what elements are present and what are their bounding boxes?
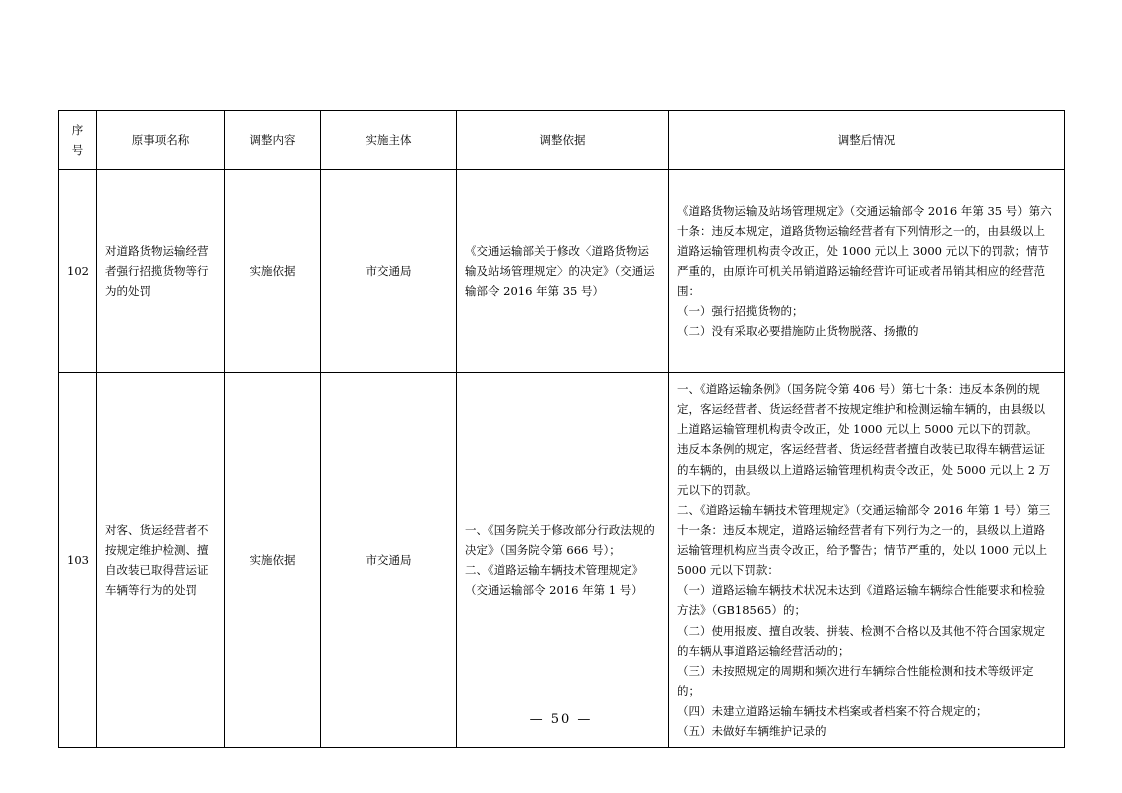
paragraph: （二）使用报废、擅自改装、拼装、检测不合格以及其他不符合国家规定的车辆从事道路运输经营活动的；	[677, 623, 1045, 658]
table-row	[59, 373, 1065, 748]
column-header-implementing-subject: 实施主体	[321, 111, 457, 170]
paragraph: 一、《道路运输条例》（国务院令第 406 号）第七十条：违反本条例的规定，客运经营者、货运经营者不按规定维护和检测运输车辆的，由县级以上道路运输管理机构责令改正，处 1000 元以上 5000 元以下的罚款。	[677, 382, 1045, 437]
paragraph: 违反本条例的规定，客运经营者、货运经营者擅自改装已取得车辆营运证的车辆的，由县级以上道路运输管理机构责令改正，处 5000 元以上 2 万元以下的罚款。	[677, 442, 1051, 497]
after-adjustment-paragraphs	[677, 201, 1056, 342]
column-header-seq: 序号	[59, 111, 97, 170]
cell-seq: 102	[59, 170, 97, 373]
cell-seq: 103	[59, 373, 97, 748]
paragraph: （一）道路运输车辆技术状况未达到《道路运输车辆综合性能要求和检验方法》（GB18565）的；	[677, 583, 1045, 618]
table-row	[59, 170, 1065, 373]
cell-adjust-basis: 《交通运输部关于修改〈道路货物运输及站场管理规定〉的决定》（交通运输部令 2016 年第 35 号）	[457, 170, 669, 373]
cell-after-adjustment	[669, 373, 1065, 748]
column-header-adjust-content: 调整内容	[225, 111, 321, 170]
cell-adjust-content: 实施依据	[225, 170, 321, 373]
adjustment-items-table	[58, 110, 1065, 748]
paragraph: （五）未做好车辆维护记录的	[677, 724, 827, 739]
table-header	[59, 111, 1065, 170]
page-number: — 50 —	[529, 712, 593, 727]
table-header-row	[59, 111, 1065, 170]
cell-item-name: 对道路货物运输经营者强行招揽货物等行为的处罚	[97, 170, 225, 373]
cell-item-name: 对客、货运经营者不按规定维护检测、擅自改装已取得营运证车辆等行为的处罚	[97, 373, 225, 748]
paragraph: 二、《道路运输车辆技术管理规定》（交通运输部令 2016 年第 1 号）	[465, 563, 644, 598]
paragraph: 二、《道路运输车辆技术管理规定》（交通运输部令 2016 年第 1 号）第三十一条：违反本规定，道路运输经营者有下列行为之一的，县级以上道路运输管理机构应当责令改正，给予警告；情节严重的，处以 1000 元以上 5000 元以下罚款：	[677, 502, 1051, 578]
column-header-item-name: 原事项名称	[97, 111, 225, 170]
paragraph: （二）没有采取必要措施防止货物脱落、扬撒的	[677, 324, 919, 339]
cell-implementing-subject: 市交通局	[321, 373, 457, 748]
cell-after-adjustment	[669, 170, 1065, 373]
paragraph: （一）强行招揽货物的；	[677, 304, 804, 319]
cell-adjust-content: 实施依据	[225, 373, 321, 748]
paragraph: 一、《国务院关于修改部分行政法规的决定》（国务院令第 666 号）；	[465, 522, 655, 557]
paragraph: 《道路货物运输及站场管理规定》（交通运输部令 2016 年第 35 号）第六十条：违反本规定，道路货物运输经营者有下列情形之一的，由县级以上道路运输管理机构责令改正，处 1000 元以上 3000 元以下的罚款；情节严重的，由原许可机关吊销道路运输经营许可证或者吊销其相应的经营范围：	[677, 203, 1052, 299]
column-header-adjust-basis: 调整依据	[457, 111, 669, 170]
paragraph: （四）未建立道路运输车辆技术档案或者档案不符合规定的；	[677, 704, 988, 718]
table-body	[59, 170, 1065, 748]
after-adjustment-paragraphs	[677, 379, 1056, 741]
cell-implementing-subject: 市交通局	[321, 170, 457, 373]
column-header-after-adjustment: 调整后情况	[669, 111, 1065, 170]
paragraph: （三）未按照规定的周期和频次进行车辆综合性能检测和技术等级评定的；	[677, 663, 1034, 698]
cell-adjust-basis	[457, 373, 669, 748]
adjust-basis-paragraphs	[465, 520, 660, 601]
